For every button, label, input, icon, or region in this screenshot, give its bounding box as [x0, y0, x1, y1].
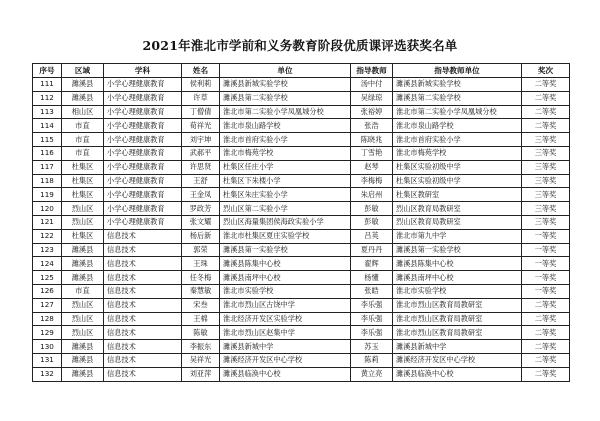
- table-row: [33, 133, 570, 147]
- advisor-cell: 李梅梅: [351, 174, 393, 188]
- unit-cell: 淮北经济开发区实验学校: [220, 312, 351, 326]
- unit-cell: 淮北市梅苑学校: [220, 146, 351, 160]
- advisor-unit-cell: 濉溪县南坪中心校: [393, 271, 522, 285]
- award-table: [32, 63, 570, 382]
- table-row: [33, 257, 570, 271]
- advisor-unit-cell: 淮北市实验学校: [393, 284, 522, 298]
- serial-cell: 128: [33, 312, 62, 326]
- region-cell: 濉溪县: [62, 340, 104, 354]
- name-cell: 陈敏: [182, 326, 220, 340]
- name-cell: 侯利莉: [182, 78, 220, 92]
- region-cell: 烈山区: [62, 215, 104, 229]
- advisor-unit-cell: 濉溪县新城实验学校: [393, 78, 522, 92]
- unit-cell: 濉溪县第一实验学校: [220, 243, 351, 257]
- region-cell: 濉溪县: [62, 257, 104, 271]
- table-row: [33, 202, 570, 216]
- unit-cell: 淮北市烈山区古饶中学: [220, 298, 351, 312]
- serial-cell: 113: [33, 105, 62, 119]
- name-cell: 武郝平: [182, 146, 220, 160]
- serial-cell: 124: [33, 257, 62, 271]
- region-cell: 相山区: [62, 105, 104, 119]
- subject-cell: 信息技术: [104, 243, 182, 257]
- table-row: [33, 78, 570, 92]
- award-cell: 三等奖: [522, 133, 570, 147]
- table-row: [33, 119, 570, 133]
- award-cell: 三等奖: [522, 146, 570, 160]
- name-cell: 杨后新: [182, 229, 220, 243]
- award-cell: 二等奖: [522, 340, 570, 354]
- award-cell: 二等奖: [522, 298, 570, 312]
- advisor-unit-cell: 淮北市第九中学: [393, 229, 522, 243]
- name-cell: 王棉: [182, 312, 220, 326]
- advisor-cell: 赵琴: [351, 160, 393, 174]
- header-cell: 奖次: [522, 64, 570, 78]
- serial-cell: 111: [33, 78, 62, 92]
- serial-cell: 131: [33, 353, 62, 367]
- serial-cell: 129: [33, 326, 62, 340]
- table-row: [33, 340, 570, 354]
- advisor-cell: 李乐强: [351, 312, 393, 326]
- subject-cell: 信息技术: [104, 229, 182, 243]
- serial-cell: 115: [33, 133, 62, 147]
- subject-cell: 信息技术: [104, 257, 182, 271]
- serial-cell: 116: [33, 146, 62, 160]
- name-cell: 吴祥光: [182, 353, 220, 367]
- unit-cell: 濉溪县南坪中心校: [220, 271, 351, 285]
- serial-cell: 127: [33, 298, 62, 312]
- document-title: 2021年淮北市学前和义务教育阶段优质课评选获奖名单: [142, 38, 458, 53]
- unit-cell: 烈山区第二实验小学: [220, 202, 351, 216]
- subject-cell: 小学心理健康教育: [104, 202, 182, 216]
- serial-cell: 118: [33, 174, 62, 188]
- name-cell: 郭荣: [182, 243, 220, 257]
- advisor-unit-cell: 濉溪县第二实验学校: [393, 91, 522, 105]
- advisor-unit-cell: 淮北市首府实验小学: [393, 133, 522, 147]
- unit-cell: 杜集区朱庄实验小学: [220, 188, 351, 202]
- unit-cell: 濉溪县陈集中心校: [220, 257, 351, 271]
- advisor-cell: 张皓: [351, 284, 393, 298]
- subject-cell: 信息技术: [104, 298, 182, 312]
- subject-cell: 小学心理健康教育: [104, 119, 182, 133]
- subject-cell: 信息技术: [104, 340, 182, 354]
- award-cell: 二等奖: [522, 105, 570, 119]
- award-cell: 二等奖: [522, 326, 570, 340]
- award-cell: 一等奖: [522, 229, 570, 243]
- region-cell: 烈山区: [62, 298, 104, 312]
- subject-cell: 信息技术: [104, 353, 182, 367]
- advisor-cell: 李乐强: [351, 298, 393, 312]
- unit-cell: 烈山区海量集团侯海政实验小学: [220, 215, 351, 229]
- advisor-cell: 吕英: [351, 229, 393, 243]
- advisor-cell: 丁雪艳: [351, 146, 393, 160]
- table-row: [33, 188, 570, 202]
- serial-cell: 123: [33, 243, 62, 257]
- region-cell: 市直: [62, 284, 104, 298]
- advisor-cell: 苏玉: [351, 340, 393, 354]
- advisor-unit-cell: 淮北市泉山路学校: [393, 119, 522, 133]
- advisor-cell: 张浩: [351, 119, 393, 133]
- unit-cell: 濉溪县临涣中心校: [220, 367, 351, 381]
- subject-cell: 小学心理健康教育: [104, 215, 182, 229]
- header-cell: 指导教师: [351, 64, 393, 78]
- award-cell: 一等奖: [522, 271, 570, 285]
- subject-cell: 信息技术: [104, 367, 182, 381]
- region-cell: 杜集区: [62, 229, 104, 243]
- table-row: [33, 312, 570, 326]
- unit-cell: 淮北市杜集区夏庄实验学校: [220, 229, 351, 243]
- serial-cell: 120: [33, 202, 62, 216]
- serial-cell: 126: [33, 284, 62, 298]
- table-row: [33, 271, 570, 285]
- unit-cell: 淮北市烈山区赵集中学: [220, 326, 351, 340]
- serial-cell: 121: [33, 215, 62, 229]
- region-cell: 濉溪县: [62, 243, 104, 257]
- advisor-cell: 杨懂: [351, 271, 393, 285]
- advisor-unit-cell: 濉溪县临涣中心校: [393, 367, 522, 381]
- region-cell: 杜集区: [62, 160, 104, 174]
- name-cell: 任冬梅: [182, 271, 220, 285]
- advisor-unit-cell: 淮北市烈山区教育局教研室: [393, 326, 522, 340]
- table-row: [33, 91, 570, 105]
- serial-cell: 117: [33, 160, 62, 174]
- award-cell: 三等奖: [522, 160, 570, 174]
- unit-cell: 濉溪县第二实验学校: [220, 91, 351, 105]
- subject-cell: 小学心理健康教育: [104, 146, 182, 160]
- table-row: [33, 298, 570, 312]
- region-cell: 杜集区: [62, 174, 104, 188]
- award-cell: 三等奖: [522, 174, 570, 188]
- unit-cell: 淮北市首府实验小学: [220, 133, 351, 147]
- advisor-cell: 汤中付: [351, 78, 393, 92]
- table-row: [33, 353, 570, 367]
- advisor-unit-cell: 濉溪县新城中学: [393, 340, 522, 354]
- advisor-cell: 陈莉: [351, 353, 393, 367]
- serial-cell: 114: [33, 119, 62, 133]
- serial-cell: 125: [33, 271, 62, 285]
- unit-cell: 淮北市实验学校: [220, 284, 351, 298]
- serial-cell: 130: [33, 340, 62, 354]
- header-cell: 单位: [220, 64, 351, 78]
- name-cell: 许思贤: [182, 160, 220, 174]
- advisor-unit-cell: 濉溪经济开发区中心学校: [393, 353, 522, 367]
- table-row: [33, 243, 570, 257]
- unit-cell: 淮北市泉山路学校: [220, 119, 351, 133]
- advisor-unit-cell: 濉溪县陈集中心校: [393, 257, 522, 271]
- award-cell: 三等奖: [522, 202, 570, 216]
- unit-cell: 濉溪经济开发区中心学校: [220, 353, 351, 367]
- award-cell: 一等奖: [522, 243, 570, 257]
- name-cell: 刘宇坤: [182, 133, 220, 147]
- advisor-cell: 夏丹丹: [351, 243, 393, 257]
- advisor-cell: 陈晓兆: [351, 133, 393, 147]
- table-body: [33, 78, 570, 382]
- name-cell: 王舒: [182, 174, 220, 188]
- award-cell: 二等奖: [522, 91, 570, 105]
- award-cell: 二等奖: [522, 78, 570, 92]
- advisor-unit-cell: 淮北市烈山区教育局教研室: [393, 312, 522, 326]
- subject-cell: 信息技术: [104, 271, 182, 285]
- name-cell: 许草: [182, 91, 220, 105]
- header-cell: 姓名: [182, 64, 220, 78]
- table-row: [33, 174, 570, 188]
- region-cell: 杜集区: [62, 188, 104, 202]
- advisor-cell: 彭敏: [351, 202, 393, 216]
- subject-cell: 小学心理健康教育: [104, 188, 182, 202]
- award-cell: 二等奖: [522, 367, 570, 381]
- table-row: [33, 215, 570, 229]
- serial-cell: 132: [33, 367, 62, 381]
- name-cell: 荀祥光: [182, 119, 220, 133]
- header-row: [33, 64, 570, 78]
- advisor-unit-cell: 濉溪县第一实验学校: [393, 243, 522, 257]
- unit-cell: 杜集区任庄小学: [220, 160, 351, 174]
- name-cell: 王金凤: [182, 188, 220, 202]
- serial-cell: 119: [33, 188, 62, 202]
- region-cell: 濉溪县: [62, 91, 104, 105]
- name-cell: 宋叁: [182, 298, 220, 312]
- subject-cell: 小学心理健康教育: [104, 91, 182, 105]
- subject-cell: 信息技术: [104, 312, 182, 326]
- header-cell: 学科: [104, 64, 182, 78]
- name-cell: 刘亚萍: [182, 367, 220, 381]
- award-cell: 二等奖: [522, 312, 570, 326]
- advisor-cell: 彭敏: [351, 215, 393, 229]
- subject-cell: 小学心理健康教育: [104, 105, 182, 119]
- region-cell: 濉溪县: [62, 353, 104, 367]
- table-row: [33, 146, 570, 160]
- award-cell: 二等奖: [522, 119, 570, 133]
- advisor-cell: 张裕婷: [351, 105, 393, 119]
- advisor-unit-cell: 淮北市第二实验小学凤凰城分校: [393, 105, 522, 119]
- advisor-unit-cell: 烈山区教育局教研室: [393, 202, 522, 216]
- subject-cell: 信息技术: [104, 326, 182, 340]
- advisor-unit-cell: 杜集区实验初级中学: [393, 174, 522, 188]
- table-row: [33, 229, 570, 243]
- subject-cell: 信息技术: [104, 284, 182, 298]
- name-cell: 张文耀: [182, 215, 220, 229]
- award-cell: 二等奖: [522, 353, 570, 367]
- table-row: [33, 284, 570, 298]
- advisor-cell: 吴绿琼: [351, 91, 393, 105]
- serial-cell: 122: [33, 229, 62, 243]
- subject-cell: 小学心理健康教育: [104, 133, 182, 147]
- table-row: [33, 105, 570, 119]
- subject-cell: 小学心理健康教育: [104, 174, 182, 188]
- name-cell: 丁僧倩: [182, 105, 220, 119]
- unit-cell: 濉溪县新城中学: [220, 340, 351, 354]
- advisor-unit-cell: 淮北市烈山区教育局教研室: [393, 298, 522, 312]
- advisor-cell: 朱启州: [351, 188, 393, 202]
- header-cell: 序号: [33, 64, 62, 78]
- advisor-unit-cell: 淮北市梅苑学校: [393, 146, 522, 160]
- region-cell: 市直: [62, 146, 104, 160]
- award-cell: 三等奖: [522, 215, 570, 229]
- name-cell: 罗政芳: [182, 202, 220, 216]
- unit-cell: 濉溪县新城实验学校: [220, 78, 351, 92]
- region-cell: 濉溪县: [62, 78, 104, 92]
- region-cell: 烈山区: [62, 326, 104, 340]
- award-cell: 一等奖: [522, 257, 570, 271]
- header-cell: 指导教师单位: [393, 64, 522, 78]
- subject-cell: 小学心理健康教育: [104, 78, 182, 92]
- advisor-unit-cell: 杜集区实验初级中学: [393, 160, 522, 174]
- unit-cell: 杜集区下朱楼小学: [220, 174, 351, 188]
- table-row: [33, 326, 570, 340]
- name-cell: 秦慧敏: [182, 284, 220, 298]
- advisor-cell: 李乐强: [351, 326, 393, 340]
- region-cell: 烈山区: [62, 202, 104, 216]
- advisor-unit-cell: 杜集区教研室: [393, 188, 522, 202]
- name-cell: 李振东: [182, 340, 220, 354]
- table-row: [33, 160, 570, 174]
- advisor-cell: 翟辉: [351, 257, 393, 271]
- region-cell: 濉溪县: [62, 367, 104, 381]
- region-cell: 市直: [62, 119, 104, 133]
- serial-cell: 112: [33, 91, 62, 105]
- table-row: [33, 367, 570, 381]
- region-cell: 烈山区: [62, 312, 104, 326]
- region-cell: 濉溪县: [62, 271, 104, 285]
- subject-cell: 小学心理健康教育: [104, 160, 182, 174]
- unit-cell: 淮北市第二实验小学凤凰城分校: [220, 105, 351, 119]
- advisor-unit-cell: 烈山区教育局教研室: [393, 215, 522, 229]
- award-cell: 三等奖: [522, 188, 570, 202]
- award-cell: 一等奖: [522, 284, 570, 298]
- advisor-cell: 黄立亮: [351, 367, 393, 381]
- name-cell: 王珠: [182, 257, 220, 271]
- header-cell: 区域: [62, 64, 104, 78]
- region-cell: 市直: [62, 133, 104, 147]
